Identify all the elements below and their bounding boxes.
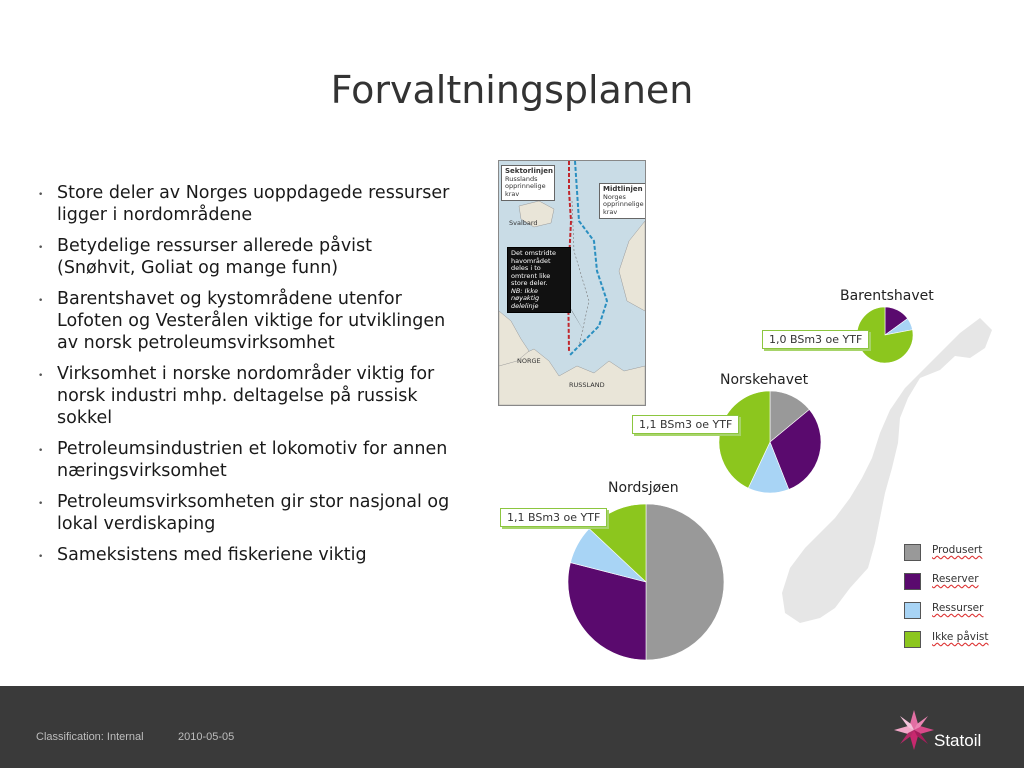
slide-title: Forvaltningsplanen bbox=[330, 68, 694, 112]
bullet-item: • Petroleumsindustrien et lokomotiv for annen næringsvirksomhet bbox=[36, 438, 456, 482]
svalbard-label: Svalbard bbox=[509, 219, 538, 227]
russland-label: RUSSLAND bbox=[569, 381, 605, 389]
legend-swatch bbox=[904, 602, 921, 619]
footer-date: 2010-05-05 bbox=[178, 731, 235, 743]
sektor-title: Sektorlinjen bbox=[505, 167, 553, 175]
legend-item-ikke-pavist bbox=[904, 629, 1014, 658]
legend-label: Ressurser bbox=[932, 602, 984, 614]
dispute-callout bbox=[507, 247, 571, 313]
dispute-text: Det omstridte havområdet deles i to omtrent like store deler. bbox=[511, 249, 557, 287]
bullet-item: • Store deler av Norges uoppdagede ressurser ligger i nordområdene bbox=[36, 182, 456, 226]
slide-footer bbox=[0, 686, 1024, 768]
legend-item-produsert bbox=[904, 542, 1014, 571]
ytf-label-barentshavet: 1,0 BSm3 oe YTF bbox=[762, 330, 869, 349]
legend-label: Reserver bbox=[932, 573, 979, 585]
bullet-item: • Sameksistens med fiskeriene viktig bbox=[36, 544, 456, 566]
barents-map bbox=[498, 160, 646, 406]
chart-legend bbox=[904, 542, 1014, 658]
legend-label: Ikke påvist bbox=[932, 631, 989, 643]
classification-label: Classification: Internal bbox=[36, 731, 144, 743]
pie-title-nordsjoen: Nordsjøen bbox=[608, 480, 679, 496]
bullet-item: • Virksomhet i norske nordområder viktig for norsk industri mhp. deltagelse på russisk sokkel bbox=[36, 363, 456, 429]
bullet-item: • Petroleumsvirksomheten gir stor nasjonal og lokal verdiskaping bbox=[36, 491, 456, 535]
dispute-note: NB: Ikke nøyaktig delelinje bbox=[511, 286, 540, 310]
legend-swatch bbox=[904, 631, 921, 648]
midt-callout bbox=[599, 183, 646, 219]
legend-item-ressurser bbox=[904, 600, 1014, 629]
ytf-label-norskehavet: 1,1 BSm3 oe YTF bbox=[632, 415, 739, 434]
pie-norskehavet bbox=[718, 390, 822, 494]
midt-title: Midtlinjen bbox=[603, 185, 643, 193]
ytf-label-nordsjoen: 1,1 BSm3 oe YTF bbox=[500, 508, 607, 527]
sektor-text: Russlands opprinnelige krav bbox=[505, 174, 546, 198]
bullet-item: • Betydelige ressurser allerede påvist (Snøhvit, Goliat og mange funn) bbox=[36, 235, 456, 279]
sektor-callout bbox=[501, 165, 555, 201]
midt-text: Norges opprinnelige krav bbox=[603, 192, 644, 216]
legend-swatch bbox=[904, 544, 921, 561]
legend-item-reserver bbox=[904, 571, 1014, 600]
bullet-item: • Barentshavet og kystområdene utenfor Lofoten og Vesterålen viktige for utviklingen av norsk petroleumsvirksomhet bbox=[36, 288, 456, 354]
legend-swatch bbox=[904, 573, 921, 590]
legend-label: Produsert bbox=[932, 544, 983, 556]
norge-label: NORGE bbox=[517, 357, 541, 365]
pie-slice-produsert bbox=[646, 504, 724, 660]
pie-title-norskehavet: Norskehavet bbox=[720, 372, 809, 388]
statoil-logo-text: Statoil bbox=[934, 731, 982, 750]
pie-title-barentshavet: Barentshavet bbox=[840, 288, 934, 304]
bullet-list bbox=[36, 182, 456, 575]
